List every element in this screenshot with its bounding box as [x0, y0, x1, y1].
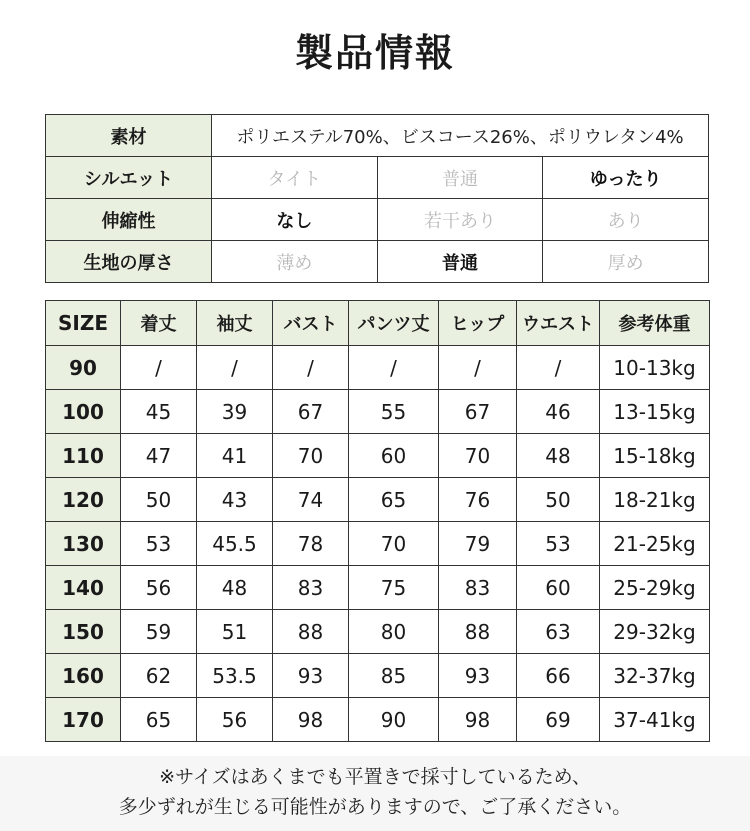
table-cell: 43 — [197, 478, 273, 522]
stretch-option-yes: あり — [543, 199, 709, 241]
table-cell: 63 — [517, 610, 600, 654]
silhouette-option-loose: ゆったり — [543, 157, 709, 199]
table-cell: 32-37kg — [600, 654, 710, 698]
header-weight: 参考体重 — [600, 301, 710, 346]
table-cell: 53 — [517, 522, 600, 566]
table-cell: 98 — [273, 698, 349, 742]
table-cell: 65 — [349, 478, 439, 522]
material-value: ポリエステル70%、ビスコース26%、ポリウレタン4% — [212, 115, 709, 157]
table-cell: 66 — [517, 654, 600, 698]
size-table-body — [46, 346, 710, 742]
header-hip: ヒップ — [439, 301, 517, 346]
size-table — [45, 300, 710, 742]
thickness-label: 生地の厚さ — [46, 241, 212, 283]
size-cell: 140 — [46, 566, 121, 610]
table-cell: 48 — [517, 434, 600, 478]
table-cell: 70 — [273, 434, 349, 478]
table-cell: / — [517, 346, 600, 390]
thickness-option-thick: 厚め — [543, 241, 709, 283]
table-cell: 53 — [121, 522, 197, 566]
table-cell: 79 — [439, 522, 517, 566]
table-cell: 48 — [197, 566, 273, 610]
table-cell: 53.5 — [197, 654, 273, 698]
table-cell: 70 — [349, 522, 439, 566]
table-cell: 69 — [517, 698, 600, 742]
table-cell: 67 — [439, 390, 517, 434]
table-row — [46, 434, 710, 478]
table-row — [46, 654, 710, 698]
table-cell: 18-21kg — [600, 478, 710, 522]
table-cell: 75 — [349, 566, 439, 610]
table-cell: 88 — [273, 610, 349, 654]
table-cell: 46 — [517, 390, 600, 434]
table-cell: 60 — [517, 566, 600, 610]
size-cell: 160 — [46, 654, 121, 698]
table-row — [46, 478, 710, 522]
size-cell: 150 — [46, 610, 121, 654]
table-cell: 10-13kg — [600, 346, 710, 390]
header-size: SIZE — [46, 301, 121, 346]
material-row — [46, 115, 709, 157]
table-cell: 21-25kg — [600, 522, 710, 566]
material-label: 素材 — [46, 115, 212, 157]
table-cell: 62 — [121, 654, 197, 698]
table-cell: 39 — [197, 390, 273, 434]
product-info-table — [45, 114, 709, 283]
header-bust: バスト — [273, 301, 349, 346]
table-cell: 65 — [121, 698, 197, 742]
size-cell: 110 — [46, 434, 121, 478]
stretch-label: 伸縮性 — [46, 199, 212, 241]
table-row — [46, 698, 710, 742]
table-cell: 51 — [197, 610, 273, 654]
table-row — [46, 346, 710, 390]
header-waist: ウエスト — [517, 301, 600, 346]
header-sleeve: 袖丈 — [197, 301, 273, 346]
thickness-option-normal: 普通 — [377, 241, 543, 283]
table-cell: / — [439, 346, 517, 390]
table-cell: 83 — [273, 566, 349, 610]
table-cell: 59 — [121, 610, 197, 654]
table-cell: 88 — [439, 610, 517, 654]
table-cell: 98 — [439, 698, 517, 742]
table-cell: 56 — [197, 698, 273, 742]
table-cell: / — [197, 346, 273, 390]
table-cell: 25-29kg — [600, 566, 710, 610]
size-cell: 120 — [46, 478, 121, 522]
table-cell: 50 — [517, 478, 600, 522]
page-title: 製品情報 — [294, 31, 455, 75]
size-table-header — [46, 301, 710, 346]
silhouette-option-normal: 普通 — [377, 157, 543, 199]
table-cell: / — [121, 346, 197, 390]
table-cell: 70 — [439, 434, 517, 478]
silhouette-row — [46, 157, 709, 199]
table-cell: / — [273, 346, 349, 390]
table-cell: 60 — [349, 434, 439, 478]
note-line-2: 多少ずれが生じる可能性がありますので、ご了承ください。 — [118, 796, 632, 818]
table-row — [46, 522, 710, 566]
table-cell: 56 — [121, 566, 197, 610]
table-cell: 29-32kg — [600, 610, 710, 654]
size-cell: 90 — [46, 346, 121, 390]
silhouette-label: シルエット — [46, 157, 212, 199]
table-cell: 45 — [121, 390, 197, 434]
table-cell: 90 — [349, 698, 439, 742]
table-row — [46, 390, 710, 434]
table-cell: 76 — [439, 478, 517, 522]
stretch-row — [46, 199, 709, 241]
table-cell: 41 — [197, 434, 273, 478]
size-cell: 130 — [46, 522, 121, 566]
stretch-option-none: なし — [212, 199, 378, 241]
table-cell: 15-18kg — [600, 434, 710, 478]
table-cell: 74 — [273, 478, 349, 522]
header-pants-length: パンツ丈 — [349, 301, 439, 346]
table-cell: / — [349, 346, 439, 390]
table-cell: 80 — [349, 610, 439, 654]
thickness-row — [46, 241, 709, 283]
silhouette-option-tight: タイト — [212, 157, 378, 199]
size-cell: 170 — [46, 698, 121, 742]
thickness-option-thin: 薄め — [212, 241, 378, 283]
stretch-option-slight: 若干あり — [377, 199, 543, 241]
table-cell: 37-41kg — [600, 698, 710, 742]
table-row — [46, 566, 710, 610]
table-cell: 13-15kg — [600, 390, 710, 434]
table-cell: 67 — [273, 390, 349, 434]
table-cell: 93 — [273, 654, 349, 698]
header-length: 着丈 — [121, 301, 197, 346]
size-cell: 100 — [46, 390, 121, 434]
table-cell: 85 — [349, 654, 439, 698]
table-cell: 83 — [439, 566, 517, 610]
note-line-1: ※サイズはあくまでも平置きで採寸しているため、 — [159, 766, 591, 788]
table-cell: 78 — [273, 522, 349, 566]
table-row — [46, 610, 710, 654]
table-cell: 50 — [121, 478, 197, 522]
table-cell: 93 — [439, 654, 517, 698]
table-cell: 47 — [121, 434, 197, 478]
table-cell: 55 — [349, 390, 439, 434]
table-cell: 45.5 — [197, 522, 273, 566]
